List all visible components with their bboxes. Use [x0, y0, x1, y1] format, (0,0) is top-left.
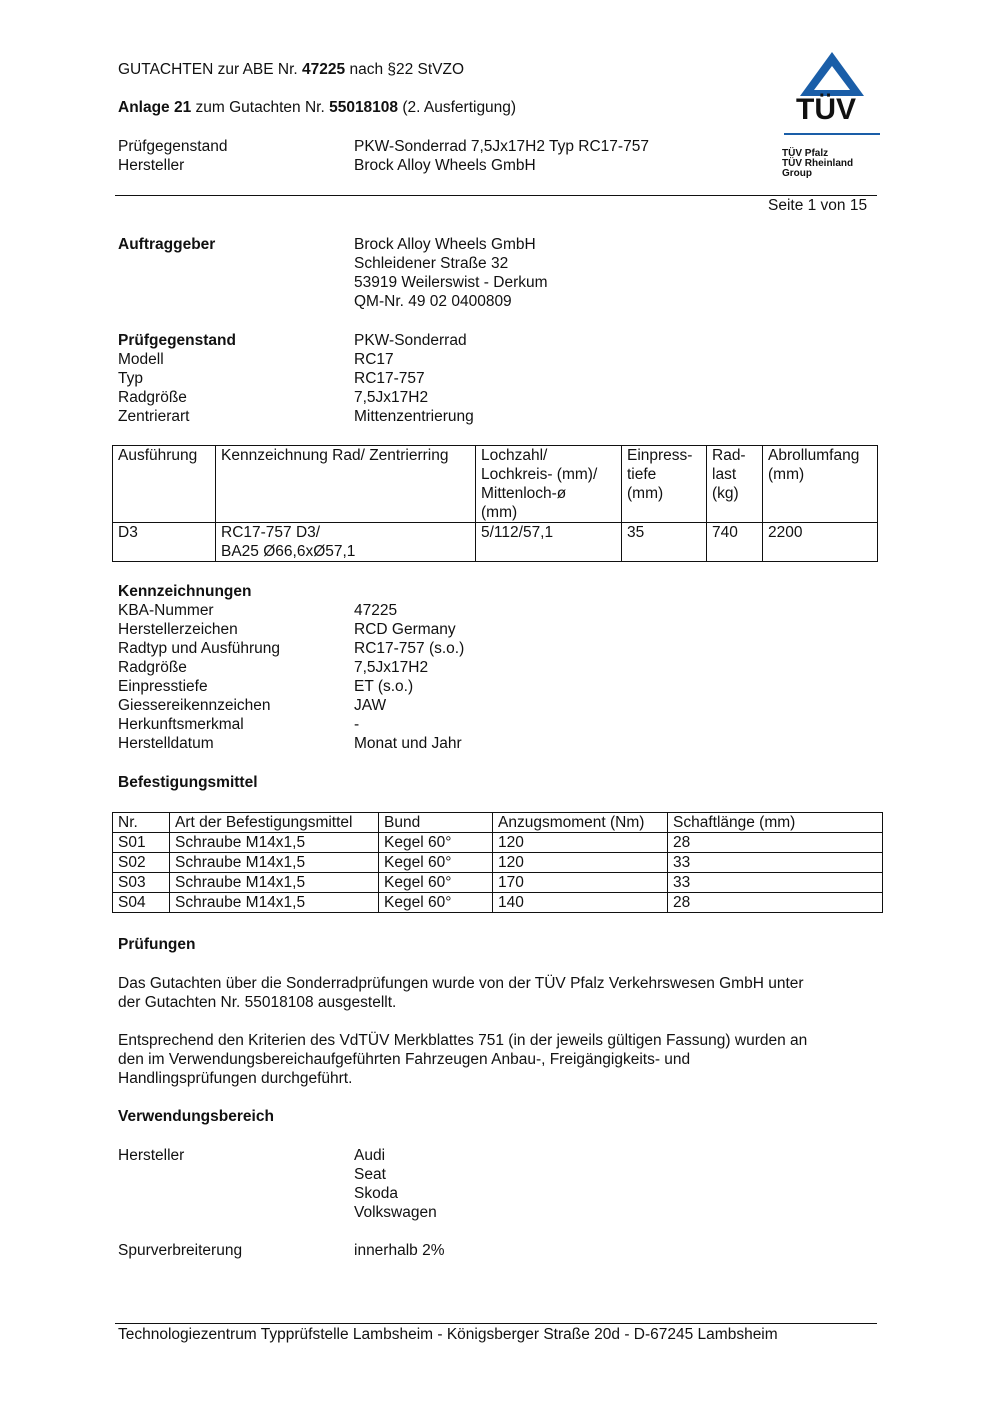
- table-cell: Schraube M14x1,5: [170, 893, 379, 913]
- kv-value: 7,5Jx17H2: [354, 659, 429, 676]
- list-item: Volkswagen: [354, 1204, 437, 1221]
- pruefungen-title: Prüfungen: [118, 936, 196, 953]
- address-line: Schleidener Straße 32: [354, 255, 509, 272]
- befestigung-table: [112, 812, 883, 913]
- kv-key: Radgröße: [118, 659, 187, 676]
- header-pruefgegenstand-label: Prüfgegenstand: [118, 138, 228, 155]
- table-cell: 170: [493, 873, 668, 893]
- tuev-logo: [780, 50, 884, 179]
- kv-key: Radgröße: [118, 389, 187, 406]
- anlage-title: Anlage 21 zum Gutachten Nr. 55018108 (2. Ausfertigung): [118, 99, 517, 116]
- kv-value: Mittenzentrierung: [354, 408, 474, 425]
- kv-key: Modell: [118, 351, 164, 368]
- table-cell: S01: [113, 833, 170, 853]
- address-line: Brock Alloy Wheels GmbH: [354, 236, 536, 253]
- kv-key: Typ: [118, 370, 143, 387]
- table-cell: S02: [113, 853, 170, 873]
- kv-key: Zentrierart: [118, 408, 190, 425]
- table-header-cell: Nr.: [113, 813, 170, 833]
- list-item: Skoda: [354, 1185, 398, 1202]
- list-item: Audi: [354, 1147, 386, 1164]
- kv-value: JAW: [354, 697, 387, 714]
- table-row: [113, 873, 883, 893]
- kv-key: Einpresstiefe: [118, 678, 208, 695]
- table-cell: 140: [493, 893, 668, 913]
- paragraph-line: Entsprechend den Kriterien des VdTÜV Merkblattes 751 (in der jeweils gültigen Fassung) wurden an: [118, 1032, 808, 1049]
- tuev-brand: TÜV: [796, 93, 856, 126]
- list-item: Seat: [354, 1166, 386, 1183]
- table-cell: 2200: [763, 523, 878, 562]
- table-header-cell: Kennzeichnung Rad/ Zentrierring: [216, 446, 476, 523]
- tuev-sub2: TÜV Rheinland Group: [782, 158, 854, 179]
- table-cell: 120: [493, 853, 668, 873]
- table-cell: 33: [668, 853, 883, 873]
- pruefungen-paragraph-2: [118, 1031, 878, 1088]
- table-cell: 35: [622, 523, 707, 562]
- paragraph-line: Handlingsprüfungen durchgeführt.: [118, 1070, 353, 1087]
- paragraph-line: der Gutachten Nr. 55018108 ausgestellt.: [118, 994, 397, 1011]
- address-line: 53919 Weilerswist - Derkum: [354, 274, 548, 291]
- table-header-cell: Anzugsmoment (Nm): [493, 813, 668, 833]
- spurverbreiterung-value: innerhalb 2%: [354, 1242, 445, 1259]
- kv-key: KBA-Nummer: [118, 602, 214, 619]
- auftraggeber-address: [354, 235, 548, 311]
- kv-value: ET (s.o.): [354, 678, 414, 695]
- auftraggeber-label: Auftraggeber: [118, 236, 216, 253]
- kv-key: Giessereikennzeichen: [118, 697, 271, 714]
- header-hersteller-value: Brock Alloy Wheels GmbH: [354, 157, 536, 174]
- table-header-cell: Einpress- tiefe (mm): [622, 446, 707, 523]
- kv-value: RC17-757: [354, 370, 425, 387]
- table-header-cell: Schaftlänge (mm): [668, 813, 883, 833]
- spurverbreiterung-label: Spurverbreiterung: [118, 1242, 243, 1259]
- kv-value: Monat und Jahr: [354, 735, 462, 752]
- footer-divider: [115, 1323, 877, 1324]
- kv-key: Radtyp und Ausführung: [118, 640, 281, 657]
- pruefungen-paragraph-1: [118, 974, 878, 1012]
- verwendung-hersteller-label: Hersteller: [118, 1147, 185, 1164]
- befestigung-title: Befestigungsmittel: [118, 774, 258, 791]
- page-number: Seite 1 von 15: [768, 197, 868, 214]
- table-cell: 5/112/57,1: [476, 523, 622, 562]
- kv-key: Herstellerzeichen: [118, 621, 238, 638]
- table-header-row: [113, 813, 883, 833]
- table-cell: Schraube M14x1,5: [170, 873, 379, 893]
- table-cell: Kegel 60°: [379, 893, 493, 913]
- kv-value: RCD Germany: [354, 621, 456, 638]
- table-row: [113, 833, 883, 853]
- paragraph-line: Das Gutachten über die Sonderradprüfungen wurde von der TÜV Pfalz Verkehrswesen GmbH unter: [118, 975, 804, 992]
- kv-key: Herstelldatum: [118, 735, 214, 752]
- footer-text: Technologiezentrum Typprüfstelle Lambsheim - Königsberger Straße 20d - D-67245 Lambsheim: [118, 1326, 778, 1343]
- table-row: [113, 853, 883, 873]
- table-header-cell: Abrollumfang (mm): [763, 446, 878, 523]
- table-cell: RC17-757 D3/ BA25 Ø66,6xØ57,1: [216, 523, 476, 562]
- table-cell: 28: [668, 833, 883, 853]
- kv-value: PKW-Sonderrad: [354, 332, 467, 349]
- kv-value: 47225: [354, 602, 398, 619]
- table-header-row: [113, 446, 878, 523]
- header-hersteller-label: Hersteller: [118, 157, 185, 174]
- table-cell: Kegel 60°: [379, 873, 493, 893]
- kennzeichnungen-block: [118, 582, 878, 753]
- table-cell: S03: [113, 873, 170, 893]
- table-cell: Schraube M14x1,5: [170, 833, 379, 853]
- table-header-cell: Art der Befestigungsmittel: [170, 813, 379, 833]
- table-row: [113, 523, 878, 562]
- table-cell: S04: [113, 893, 170, 913]
- abe-title: GUTACHTEN zur ABE Nr. 47225 nach §22 StVZO: [118, 61, 465, 78]
- tuev-sub1: TÜV Pfalz: [782, 148, 829, 159]
- ausfuehrung-table: [112, 445, 878, 562]
- section-title: Kennzeichnungen: [118, 583, 252, 600]
- kv-value: 7,5Jx17H2: [354, 389, 429, 406]
- table-cell: D3: [113, 523, 216, 562]
- table-header-cell: Rad- last (kg): [707, 446, 763, 523]
- kv-value: RC17: [354, 351, 394, 368]
- kv-value: RC17-757 (s.o.): [354, 640, 465, 657]
- verwendung-hersteller-list: [354, 1146, 437, 1222]
- kv-key: Prüfgegenstand: [118, 332, 236, 349]
- table-row: [113, 893, 883, 913]
- pruefgegenstand-block: [118, 331, 878, 426]
- table-cell: 740: [707, 523, 763, 562]
- table-header-cell: Ausführung: [113, 446, 216, 523]
- table-cell: 33: [668, 873, 883, 893]
- address-line: QM-Nr. 49 02 0400809: [354, 293, 512, 310]
- table-cell: 28: [668, 893, 883, 913]
- table-cell: Schraube M14x1,5: [170, 853, 379, 873]
- table-cell: Kegel 60°: [379, 853, 493, 873]
- header-pruefgegenstand-value: PKW-Sonderrad 7,5Jx17H2 Typ RC17-757: [354, 138, 649, 155]
- header-divider: [115, 195, 877, 196]
- paragraph-line: den im Verwendungsbereichaufgeführten Fahrzeugen Anbau-, Freigängigkeits- und: [118, 1051, 691, 1068]
- table-header-cell: Bund: [379, 813, 493, 833]
- kv-value: -: [354, 716, 360, 733]
- table-cell: Kegel 60°: [379, 833, 493, 853]
- table-header-cell: Lochzahl/ Lochkreis- (mm)/ Mittenloch-ø (mm): [476, 446, 622, 523]
- verwendungsbereich-title: Verwendungsbereich: [118, 1108, 274, 1125]
- kv-key: Herkunftsmerkmal: [118, 716, 244, 733]
- table-cell: 120: [493, 833, 668, 853]
